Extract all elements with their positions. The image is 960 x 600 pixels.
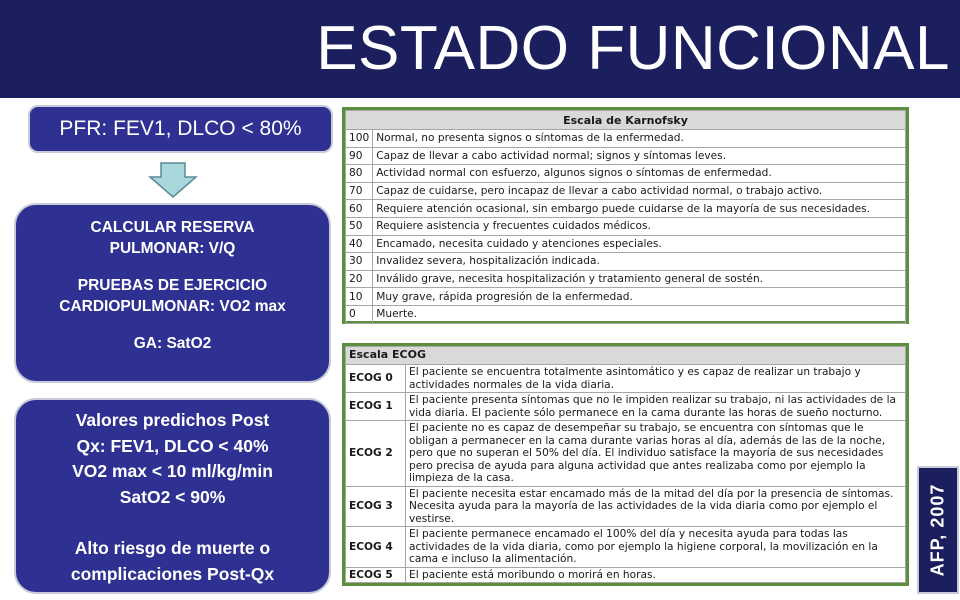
values-line-5: Alto riesgo de muerte o — [74, 538, 271, 558]
table-row — [346, 288, 906, 306]
table-row — [346, 567, 906, 583]
table-row — [346, 200, 906, 218]
score-cell: 10 — [346, 288, 373, 306]
values-line-4: SatO2 < 90% — [119, 486, 226, 507]
reserve-line-1: CALCULAR RESERVA — [90, 219, 255, 236]
score-cell: 90 — [346, 147, 373, 165]
down-arrow-icon — [148, 162, 198, 198]
pfr-box — [28, 105, 333, 153]
pfr-text: PFR: FEV1, DLCO < 80% — [59, 117, 302, 140]
ecog-title: Escala ECOG — [346, 347, 906, 365]
description-cell: Invalidez severa, hospitalización indicada. — [373, 253, 906, 271]
description-cell: Normal, no presenta signos o síntomas de la enfermedad. — [373, 130, 906, 148]
score-cell: 70 — [346, 182, 373, 200]
description-cell: El paciente permanece encamado el 100% del día y necesita ayuda para todas las actividades de la vida diaria, como por ejemplo la higiene corporal, la movilización en la cama e incluso la alimentación. — [406, 527, 906, 568]
table-row — [346, 165, 906, 183]
table-row — [346, 421, 906, 487]
description-cell: Requiere asistencia y frecuentes cuidados médicos. — [373, 217, 906, 235]
title-bar — [0, 0, 960, 98]
reserve-line-4: CARDIOPULMONAR: VO2 max — [59, 298, 286, 315]
table-row — [346, 130, 906, 148]
table-row — [346, 527, 906, 568]
description-cell: Encamado, necesita cuidado y atenciones especiales. — [373, 235, 906, 253]
values-line-2: Qx: FEV1, DLCO < 40% — [76, 435, 269, 456]
table-row — [346, 365, 906, 393]
table-row — [346, 217, 906, 235]
table-row — [346, 486, 906, 527]
values-line-1: Valores predichos Post — [75, 410, 270, 430]
citation-badge — [917, 466, 959, 594]
reserve-line-3: PRUEBAS DE EJERCICIO — [77, 277, 268, 294]
table-row — [346, 253, 906, 271]
ecog-label-cell: ECOG 5 — [346, 567, 406, 583]
description-cell: El paciente se encuentra totalmente asintomático y es capaz de realizar un trabajo y actividades normales de la vida diaria. — [406, 365, 906, 393]
description-cell: Muerte. — [373, 305, 906, 323]
table-row — [346, 235, 906, 253]
description-cell: Actividad normal con esfuerzo, algunos signos o síntomas de enfermedad. — [373, 165, 906, 183]
description-cell: Requiere atención ocasional, sin embargo puede cuidarse de la mayoría de sus necesidades. — [373, 200, 906, 218]
description-cell: El paciente está moribundo o morirá en horas. — [406, 567, 906, 583]
score-cell: 0 — [346, 305, 373, 323]
karnofsky-table — [342, 107, 909, 324]
ecog-table — [342, 343, 909, 586]
description-cell: El paciente no es capaz de desempeñar su trabajo, se encuentra con síntomas que le obligan a permanecer en la cama durante varias horas al día, además de las de la noche, pero que no superan el 50% del día. El individuo satisface la mayoría de sus necesidades pero precisa de ayuda para alguna actividad que antes realizaba como por ejemplo la limpieza de la casa. — [406, 421, 906, 487]
table-row — [346, 182, 906, 200]
score-cell: 60 — [346, 200, 373, 218]
score-cell: 20 — [346, 270, 373, 288]
description-cell: Capaz de cuidarse, pero incapaz de llevar a cabo actividad normal, o trabajo activo. — [373, 182, 906, 200]
ecog-label-cell: ECOG 2 — [346, 421, 406, 487]
description-cell: El paciente presenta síntomas que no le impiden realizar su trabajo, ni las actividades de la vida diaria. El paciente sólo permanece en la cama durante las horas de sueño nocturno. — [406, 393, 906, 421]
karnofsky-title: Escala de Karnofsky — [346, 111, 906, 130]
reserve-line-5: GA: SatO2 — [133, 335, 212, 352]
description-cell: Inválido grave, necesita hospitalización y tratamiento general de sostén. — [373, 270, 906, 288]
description-cell: El paciente necesita estar encamado más de la mitad del día por la presencia de síntomas. Necesita ayuda para la mayoría de las actividades de la vida diaria como por ejemplo el vestirse. — [406, 486, 906, 527]
ecog-label-cell: ECOG 3 — [346, 486, 406, 527]
score-cell: 40 — [346, 235, 373, 253]
table-row — [346, 393, 906, 421]
slide-title: ESTADO FUNCIONAL — [316, 14, 950, 83]
values-line-3: VO2 max < 10 ml/kg/min — [72, 461, 273, 481]
description-cell: Muy grave, rápida progresión de la enfermedad. — [373, 288, 906, 306]
values-box — [14, 398, 331, 594]
score-cell: 100 — [346, 130, 373, 148]
reserve-box — [14, 203, 331, 383]
table-row — [346, 147, 906, 165]
citation-text: AFP, 2007 — [927, 483, 948, 577]
score-cell: 80 — [346, 165, 373, 183]
ecog-label-cell: ECOG 4 — [346, 527, 406, 568]
table-row — [346, 305, 906, 323]
ecog-label-cell: ECOG 1 — [346, 393, 406, 421]
reserve-line-2: PULMONAR: V/Q — [109, 240, 236, 257]
score-cell: 50 — [346, 217, 373, 235]
score-cell: 30 — [346, 253, 373, 271]
ecog-label-cell: ECOG 0 — [346, 365, 406, 393]
description-cell: Capaz de llevar a cabo actividad normal; signos y síntomas leves. — [373, 147, 906, 165]
table-row — [346, 270, 906, 288]
values-line-6: complicaciones Post-Qx — [70, 563, 275, 584]
